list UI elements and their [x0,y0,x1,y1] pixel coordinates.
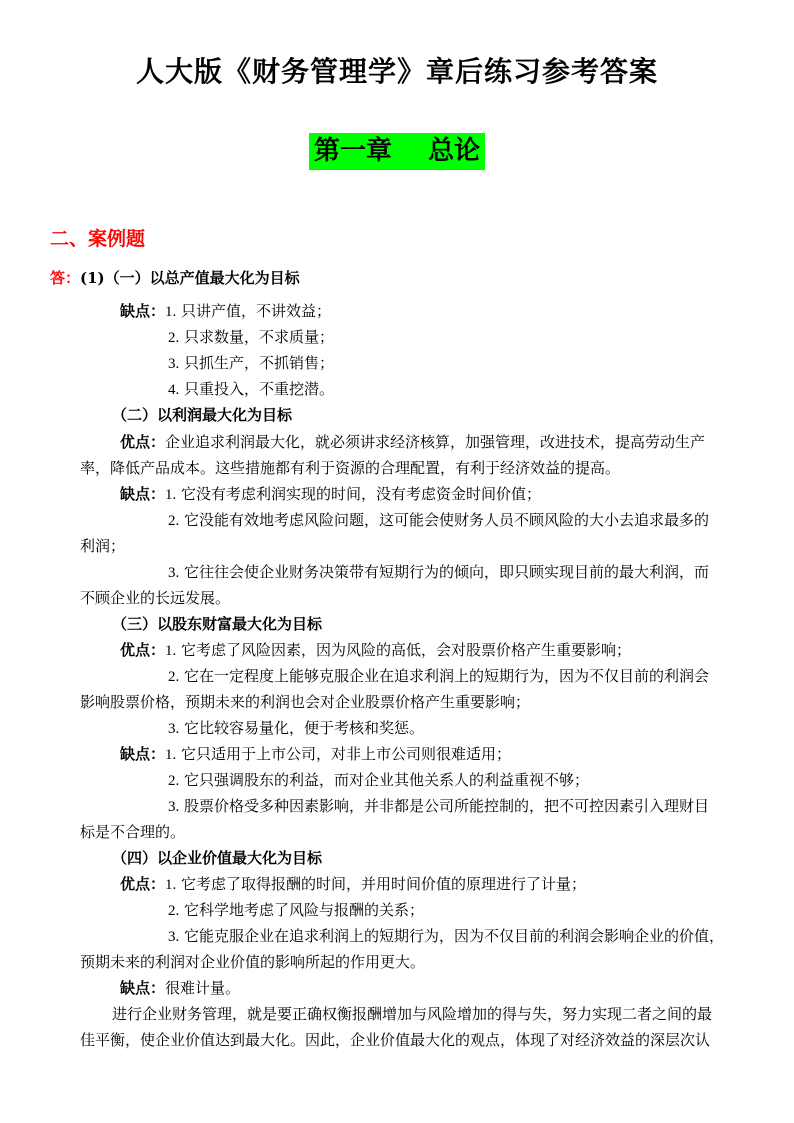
advantage-label: 优点： [120,875,166,893]
h3-adv-1: 优点：1. 它考虑了风险因素，因为风险的高低，会对股票价格产生重要影响； [120,641,632,659]
heading-1: (1)（一）以总产值最大化为目标 [80,269,300,287]
h3-adv-2a: 2. 它在一定程度上能够克服企业在追求利润上的短期行为，因为不仅目前的利润会 [168,667,710,685]
h2-disadv-2b: 利润； [80,537,126,555]
h4-adv-3a: 3. 它能克服企业在追求利润上的短期行为，因为不仅目前的利润会影响企业的价值， [168,927,725,945]
h4-adv-2: 2. 它科学地考虑了风险与报酬的关系； [168,901,425,919]
heading-4: （四）以企业价值最大化为目标 [112,849,323,867]
h1-disadv-4: 4. 只重投入，不重挖潜。 [168,380,335,398]
advantage-label: 优点： [120,641,166,659]
h3-disadv-3b: 标是不合理的。 [80,823,186,841]
h2-disadv-3a: 3. 它往往会使企业财务决策带有短期行为的倾向，即只顾实现目前的最大利润，而 [168,563,710,581]
h3-disadv-3a: 3. 股票价格受多种因素影响，并非都是公司所能控制的，把不可控因素引入理财目 [168,797,710,815]
h2-disadv-2a: 2. 它没能有效地考虑风险问题，这可能会使财务人员不顾风险的大小去追求最多的 [168,511,710,529]
h2-adv-line2: 率，降低产品成本。这些措施都有利于资源的合理配置，有利于经济效益的提高。 [80,459,621,477]
h1-disadv-2: 2. 只求数量，不求质量； [168,328,335,346]
h1-disadv-3: 3. 只抓生产，不抓销售； [168,354,335,372]
h2-adv-line1: 优点：企业追求利润最大化，就必须讲求经济核算，加强管理，改进技术，提高劳动生产 [120,433,706,451]
disadvantage-label: 缺点： [120,485,166,503]
h3-disadv-2: 2. 它只强调股东的利益，而对企业其他关系人的利益重视不够； [168,771,590,789]
para-line-1: 进行企业财务管理，就是要正确权衡报酬增加与风险增加的得与失，努力实现二者之间的最 [112,1005,713,1023]
advantage-label: 优点： [120,433,166,451]
h2-disadv-1: 缺点：1. 它没有考虑利润实现的时间，没有考虑资金时间价值； [120,485,542,503]
answer-label: 答： [50,269,81,287]
h3-adv-2b: 影响股票价格，预期未来的利润也会对企业股票价格产生重要影响； [80,693,531,711]
section-heading: 二、案例题 [50,228,146,250]
para-line-2: 佳平衡，使企业价值达到最大化。因此，企业价值最大化的观点，体现了对经济效益的深层次认 [80,1031,711,1049]
chapter-title: 第一章 总论 [309,133,485,170]
disadvantage-label: 缺点： [120,745,166,763]
h4-adv-1: 优点：1. 它考虑了取得报酬的时间，并用时间价值的原理进行了计量； [120,875,587,893]
h4-adv-3b: 预期未来的利润对企业价值的影响所起的作用更大。 [80,953,426,971]
heading-1-row [50,268,300,288]
disadvantage-label: 缺点： [120,979,166,997]
h3-adv-3: 3. 它比较容易量化，便于考核和奖惩。 [168,719,425,737]
document-title: 人大版《财务管理学》章后练习参考答案 [135,55,658,88]
h1-disadv-1: 缺点：1. 只讲产值，不讲效益； [120,302,332,320]
heading-2: （二）以利润最大化为目标 [112,406,293,424]
disadvantage-label: 缺点： [120,302,166,320]
heading-3: （三）以股东财富最大化为目标 [112,615,323,633]
h2-disadv-3b: 不顾企业的长远发展。 [80,589,231,607]
h4-disadv: 缺点：很难计量。 [120,979,241,997]
h3-disadv-1: 缺点：1. 它只适用于上市公司，对非上市公司则很难适用； [120,745,512,763]
